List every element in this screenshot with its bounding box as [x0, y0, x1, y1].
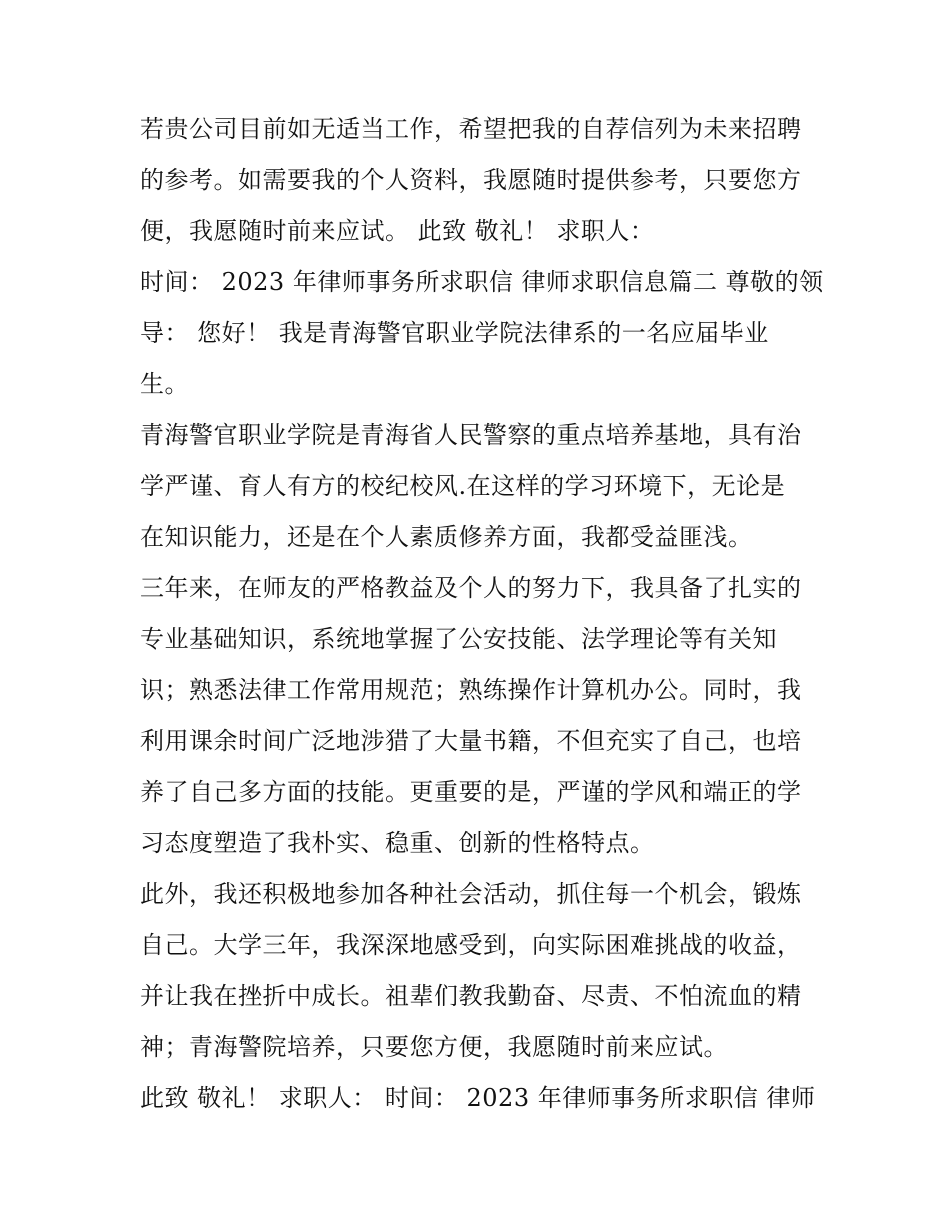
text-line: 导： 您好！ 我是青海警官职业学院法律系的一名应届毕业 [140, 319, 769, 347]
text-line: 养了自己多方面的技能。更重要的是，严谨的学风和端正的学 [140, 778, 802, 806]
text-line: 时间： 2023 年律师事务所求职信 律师求职信息篇二 尊敬的领 [140, 268, 824, 296]
text-line: 神；青海警院培养，只要您方便，我愿随时前来应试。 [140, 1033, 728, 1061]
text-line: 此外，我还积极地参加各种社会活动，抓住每一个机会，锻炼 [140, 880, 802, 908]
text-line: 若贵公司目前如无适当工作，希望把我的自荐信列为未来招聘 [140, 115, 802, 143]
text-line: 的参考。如需要我的个人资料，我愿随时提供参考，只要您方 [140, 166, 802, 194]
text-line: 利用课余时间广泛地涉猎了大量书籍，不但充实了自己，也培 [140, 727, 802, 755]
document-body [140, 104, 824, 1124]
text-line: 学严谨、育人有方的校纪校风.在这样的学习环境下，无论是 [140, 472, 786, 500]
text-line: 在知识能力，还是在个人素质修养方面，我都受益匪浅。 [140, 523, 753, 551]
text-line: 自己。大学三年，我深深地感受到，向实际困难挑战的收益， [140, 931, 802, 959]
text-line: 并让我在挫折中成长。祖辈们教我勤奋、尽责、不怕流血的精 [140, 982, 802, 1010]
text-line: 便，我愿随时前来应试。 此致 敬礼！ 求职人： [140, 217, 655, 245]
text-line: 青海警官职业学院是青海省人民警察的重点培养基地，具有治 [140, 421, 802, 449]
text-line: 生。 [140, 370, 189, 398]
text-line: 习态度塑造了我朴实、稳重、创新的性格特点。 [140, 829, 655, 857]
text-line: 三年来，在师友的严格教益及个人的努力下，我具备了扎实的 [140, 574, 802, 602]
text-line: 此致 敬礼！ 求职人： 时间： 2023 年律师事务所求职信 律师 [140, 1084, 816, 1112]
text-line: 专业基础知识，系统地掌握了公安技能、法学理论等有关知 [140, 625, 777, 653]
text-line: 识；熟悉法律工作常用规范；熟练操作计算机办公。同时，我 [140, 676, 802, 704]
